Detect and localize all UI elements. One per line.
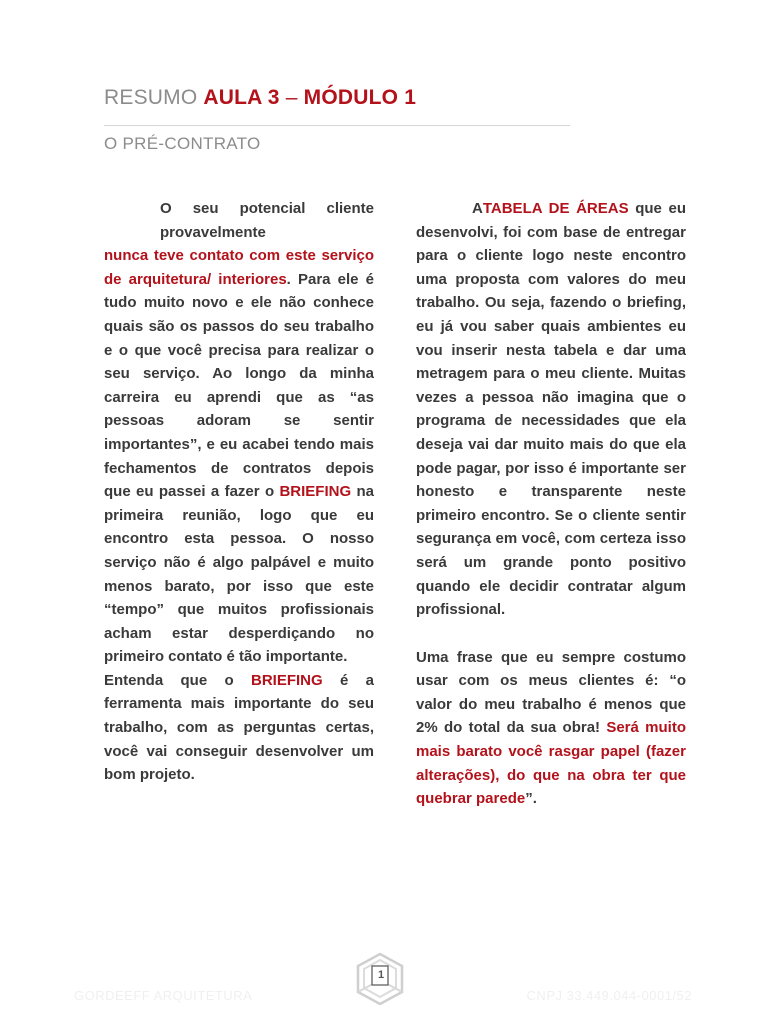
- page-title: [104, 86, 416, 110]
- left-s5: é a ferramenta mais importante do seu trabalho, com as perguntas certas, você vai conseguir desenvolver um bom projeto.: [104, 671, 374, 784]
- right-quote-highlight: Será muito mais barato você rasgar papel (fazer alterações), do que na obra ter que quebrar parede: [416, 719, 686, 808]
- title-lesson: AULA 3: [203, 86, 280, 109]
- left-paragraph: [104, 197, 374, 669]
- left-s2: . Para ele é tudo muito novo e ele não conhece quais são os passos do seu trabalho e o que você precisa para realizar o seu serviço. Ao longo da minha carreira eu aprendi que as “as pessoas adoram se sentir importantes”, e eu acabei tendo mais fechamentos de contratos depois que eu passei a fazer o: [104, 270, 374, 501]
- right-p2-a: Uma frase que eu sempre costumo usar com os meus clientes é: “o valor do meu trabalho é menos que 2% do total da sua obra!: [416, 648, 686, 737]
- footer-company: GORDEEFF ARQUITETURA: [74, 988, 253, 1003]
- footer-cnpj: CNPJ 33.449.044-0001/52: [526, 988, 692, 1003]
- right-tabela-highlight: TABELA DE ÁREAS: [482, 200, 629, 217]
- title-prefix: RESUMO: [104, 86, 204, 109]
- left-s1: O seu potencial cliente provavelmente: [160, 200, 374, 241]
- left-s3: na primeira reunião, logo que eu encontro esta pessoa. O nosso serviço não é algo palpável e muito menos barato, por isso que este “tempo” que muitos profissionais acham estar desperdiçando no primeiro contato é tão importante.: [104, 483, 374, 666]
- right-p1-a: A: [472, 200, 483, 217]
- right-p1-b: que eu desenvolvi, foi com base de entregar para o cliente logo neste encontro uma proposta com valores do meu trabalho. Ou seja, fazendo o briefing, eu já vou saber quais ambientes eu vou inserir nesta tabela e dar uma metragem para o meu cliente. Muitas vezes a pessoa não imagina que o programa de necessidades que ela deseja vai dar muito mais do que ela pode pagar, por isso é importante ser honesto e transparente neste primeiro encontro. Se o cliente sentir segurança em você, com certeza isso será um grande ponto positivo quando ele decidir contratar algum profissional.: [416, 200, 686, 619]
- left-briefing-highlight-2: BRIEFING: [250, 671, 323, 689]
- left-briefing-highlight: BRIEFING: [279, 483, 352, 501]
- title-divider: [104, 125, 570, 126]
- right-column: [416, 197, 686, 811]
- right-p2-b: ”.: [525, 790, 537, 808]
- page-number: 1: [377, 969, 385, 981]
- left-paragraph-2: [104, 669, 374, 787]
- left-column: [104, 197, 374, 787]
- section-subtitle: O PRÉ-CONTRATO: [104, 134, 261, 153]
- right-paragraph-2: [416, 646, 686, 811]
- left-s1-highlight: nunca teve contato com este serviço de arquitetura/ interiores: [104, 247, 374, 288]
- right-paragraph-1: [416, 197, 686, 622]
- title-module: MÓDULO 1: [303, 86, 417, 109]
- left-s4: Entenda que o: [104, 671, 251, 689]
- title-dash: –: [279, 86, 304, 109]
